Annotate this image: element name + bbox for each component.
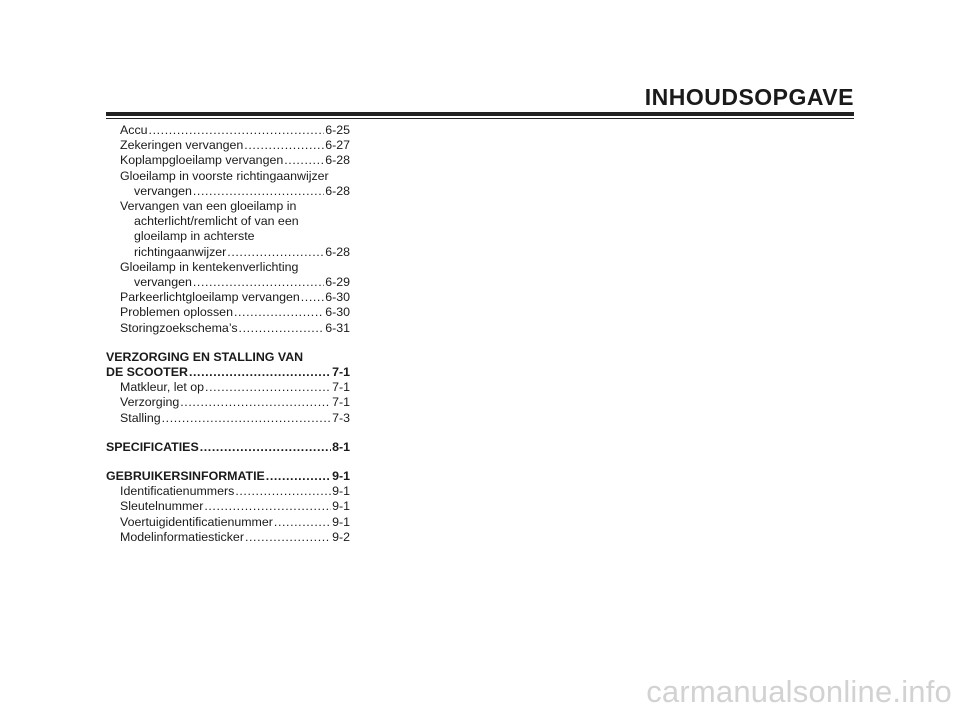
dot-leader: [239, 321, 325, 336]
toc-entry-page: 7-1: [332, 395, 350, 410]
header-rule: [106, 112, 854, 116]
dot-leader: [227, 245, 324, 260]
dot-leader: [200, 440, 331, 455]
page-title: INHOUDSOPGAVE: [644, 84, 854, 110]
toc-entry-page: 6-30: [325, 290, 350, 305]
toc-entry-problemen[interactable]: [106, 305, 350, 320]
toc-entry-label: Problemen oplossen: [120, 305, 233, 320]
dot-leader: [284, 153, 324, 168]
toc-entry-label: Sleutelnummer: [120, 499, 204, 514]
toc-section-page: 9-1: [332, 469, 350, 484]
toc-entry-page: 6-28: [325, 153, 350, 168]
section-gap: [106, 426, 350, 440]
dot-leader: [301, 290, 324, 305]
toc-entry-parkeerlicht[interactable]: [106, 290, 350, 305]
toc-entry-kenteken-line1: Gloeilamp in kentekenverlichting: [120, 259, 299, 274]
toc-entry-page: 6-29: [325, 275, 350, 290]
toc-entry-achterlicht-line1: Vervangen van een gloeilamp in: [120, 199, 297, 214]
toc-entry-page: 9-1: [332, 484, 350, 499]
toc-entry-accu[interactable]: [106, 123, 350, 138]
dot-leader: [193, 275, 324, 290]
dot-leader: [245, 530, 331, 545]
dot-leader: [180, 395, 331, 410]
toc-entry-page: 6-28: [325, 183, 350, 198]
toc-entry-label: Stalling: [120, 410, 161, 425]
toc-entry-richting-voor[interactable]: [106, 184, 350, 199]
toc-entry-label: Accu: [120, 123, 148, 137]
toc-entry-verzorging[interactable]: [106, 395, 350, 410]
toc-section-7-title-line1: VERZORGING EN STALLING VAN: [106, 349, 304, 364]
toc-entry-identificatienummers[interactable]: [106, 484, 350, 499]
toc-entry-page: 9-1: [332, 499, 350, 514]
toc-entry-sleutelnummer[interactable]: [106, 499, 350, 514]
toc-entry-page: 9-2: [332, 529, 350, 544]
dot-leader: [266, 469, 331, 484]
toc-entry-label: Voertuigidentificatienummer: [120, 514, 273, 529]
toc-section-label: GEBRUIKERSINFORMATIE: [106, 469, 265, 484]
toc-entry-page: 7-3: [332, 410, 350, 425]
toc-entry-label: vervangen: [134, 275, 192, 290]
dot-leader: [234, 305, 324, 320]
toc-entry-label: Koplampgloeilamp vervangen: [120, 153, 284, 168]
toc-entry-page: 6-25: [325, 123, 350, 137]
toc-entry-label: Parkeerlichtgloeilamp vervangen: [120, 290, 300, 305]
toc-entry-achterlicht-line2: achterlicht/remlicht of van een: [134, 214, 299, 229]
toc-entry-achterlicht-line3: gloeilamp in achterste: [134, 229, 255, 244]
toc-entry-storing[interactable]: [106, 321, 350, 336]
toc-entry-label: richtingaanwijzer: [134, 244, 227, 259]
toc-entry-matkleur[interactable]: [106, 380, 350, 395]
watermark: carmanualsonline.info: [646, 674, 952, 709]
toc-entry-modelinformatiesticker[interactable]: [106, 530, 350, 545]
toc-section-page: 7-1: [332, 365, 350, 380]
toc-section-7[interactable]: [106, 365, 350, 380]
table-of-contents: [106, 123, 350, 545]
toc-entry-label: Zekeringen vervangen: [120, 138, 244, 153]
dot-leader: [244, 138, 324, 153]
toc-entry-koplamp[interactable]: [106, 153, 350, 168]
toc-entry-label: Modelinformatiesticker: [120, 529, 244, 544]
toc-entry-page: 9-1: [332, 514, 350, 529]
toc-entry-voertuigidentificatienummer[interactable]: [106, 515, 350, 530]
toc-entry-page: 6-30: [325, 305, 350, 320]
toc-entry-richting-voor-line1: Gloeilamp in voorste richtingaanwijzer: [120, 168, 329, 183]
toc-entry-zekeringen[interactable]: [106, 138, 350, 153]
dot-leader: [189, 365, 331, 380]
dot-leader: [205, 380, 331, 395]
toc-entry-label: Matkleur, let op: [120, 380, 205, 395]
toc-section-page: 8-1: [332, 439, 350, 454]
dot-leader: [149, 123, 325, 138]
toc-section-label: DE SCOOTER: [106, 365, 188, 380]
toc-entry-label: vervangen: [134, 183, 192, 198]
dot-leader: [235, 484, 331, 499]
section-gap: [106, 455, 350, 469]
toc-section-label: SPECIFICATIES: [106, 439, 199, 454]
toc-entry-label: Storingzoekschema’s: [120, 320, 238, 335]
header-rule-thin: [106, 118, 854, 119]
toc-entry-page: 6-28: [325, 244, 350, 259]
toc-entry-label: Verzorging: [120, 395, 180, 410]
toc-entry-page: 6-31: [325, 320, 350, 335]
toc-section-8[interactable]: [106, 440, 350, 455]
toc-entry-stalling[interactable]: [106, 411, 350, 426]
toc-entry-page: 6-27: [325, 138, 350, 153]
toc-entry-page: 7-1: [332, 380, 350, 395]
section-gap: [106, 336, 350, 350]
toc-section-9[interactable]: [106, 469, 350, 484]
dot-leader: [274, 515, 331, 530]
dot-leader: [162, 411, 331, 426]
dot-leader: [193, 184, 324, 199]
toc-entry-label: Identificatienummers: [120, 484, 235, 499]
dot-leader: [204, 499, 331, 514]
toc-entry-kenteken[interactable]: [106, 275, 350, 290]
toc-entry-achterlicht[interactable]: [106, 245, 350, 260]
